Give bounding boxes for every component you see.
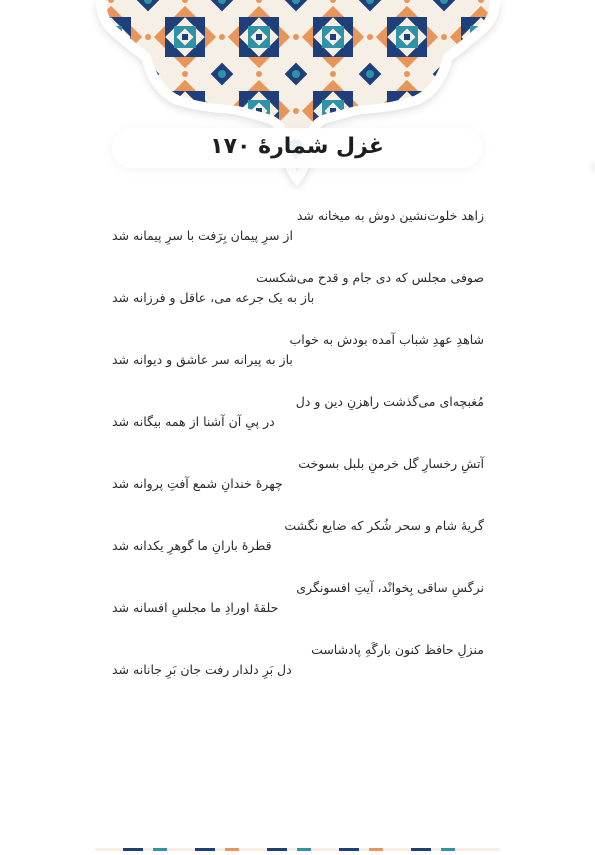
hemistich-second-wrap [112,288,484,308]
hemistich-first: مُغبچه‌ای می‌گذشت راهزنِ دین و دل [295,394,484,409]
hemistich-second: باز به یک جرعه می، عاقل و فرزانه شد [112,290,315,305]
hemistich-second-wrap [112,350,484,370]
page-edge-shadow [585,160,595,174]
hemistich-first: صوفی مجلس که دی جام و قدح می‌شکست [256,270,484,285]
hemistich-second: باز به پیرانه سر عاشق و دیوانه شد [112,352,293,367]
hemistich-second-wrap [112,598,484,618]
hemistich-second: در پیِ آن آشنا از همه بیگانه شد [112,414,275,429]
hemistich-second: حلقهٔ اورادِ ما مجلسِ افسانه شد [112,600,279,615]
poem-body [112,206,484,702]
hemistich-second-wrap [112,412,484,432]
hemistich-first: نرگسِ ساقی بِخوانْد، آیتِ افسونگری [296,580,484,595]
tile-border-icon [95,845,500,851]
hemistich-second-wrap [112,226,484,246]
couplet [112,206,484,268]
couplet [112,454,484,516]
couplet [112,516,484,578]
hemistich-second-wrap [112,474,484,494]
couplet [112,392,484,454]
hemistich-second: قطرهٔ بارانِ ما گوهرِ یکدانه شد [112,538,272,553]
hemistich-first: منزلِ حافظ کنون بارگَهِ پادشاست [311,642,484,657]
hemistich-first: گریهٔ شام و سحر شُکر که ضایع نگشت [284,518,484,533]
hemistich-second: دل بَرِ دلدار رفت جان بَرِ جانانه شد [112,662,292,677]
hemistich-second-wrap [112,660,484,680]
couplet [112,578,484,640]
hemistich-second: از سرِ پیمان بِرَفت با سرِ پیمانه شد [112,228,293,243]
hemistich-second-wrap [112,536,484,556]
hemistich-first: زاهد خلوت‌نشین دوش به میخانه شد [296,208,484,223]
hemistich-second: چهرهٔ خندانِ شمع آفتِ پروانه شد [112,476,283,491]
hemistich-first: آتشِ رخسارِ گل خرمنِ بلبل بسوخت [298,456,484,471]
hemistich-first: شاهدِ عهدِ شباب آمده بودش به خواب [289,332,484,347]
couplet [112,330,484,392]
couplet [112,268,484,330]
couplet [112,640,484,702]
footer-ornament [95,836,500,842]
page-title: غزل شمارهٔ ۱۷۰ [210,134,384,159]
